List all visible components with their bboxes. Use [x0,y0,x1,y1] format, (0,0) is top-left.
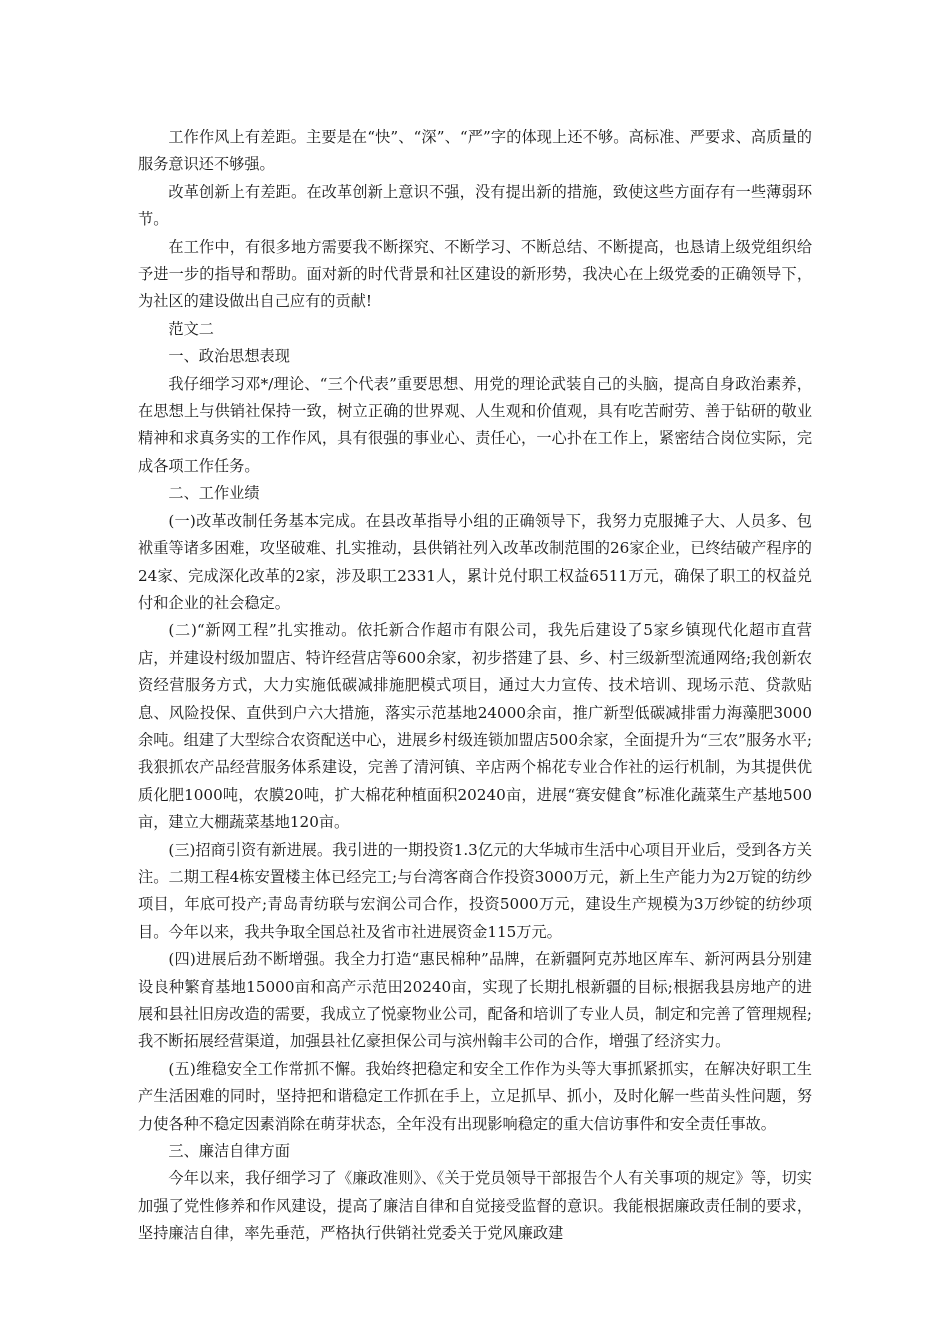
paragraph-achievement-1: (一)改革改制任务基本完成。在县改革指导小组的正确领导下，我努力克服摊子大、人员多、包袱重等诸多困难，攻坚破难、扎实推动，县供销社列入改革改制范围的26家企业，已终结破产程序的24家、完成深化改革的2家，涉及职工2331人，累计兑付职工权益6511万元，确保了职工的权益兑付和企业的社会稳定。 [138,511,812,612]
section-heading-political: 一、政治思想表现 [168,347,290,366]
paragraph-achievement-2: (二)“新网工程”扎实推动。依托新合作超市有限公司，我先后建设了5家乡镇现代化超市直营店，并建设村级加盟店、特许经营店等600余家，初步搭建了县、乡、村三级新型流通网络;我创新农资经营服务方式，大力实施低碳减排施肥模式项目，通过大力宣传、技术培训、现场示范、贷款贴息、风险投保、直供到户六大措施，落实示范基地24000余亩，推广新型低碳减排雷力海藻肥3000余吨。组建了大型综合农资配送中心，进展乡村级连锁加盟店500余家，全面提升为“三农”服务水平;我狠抓农产品经营服务体系建设，完善了清河镇、辛店两个棉花专业合作社的运行机制，为其提供优质化肥1000吨，农膜20吨，扩大棉花种植面积20240亩，进展“赛安健食”标准化蔬菜生产基地500亩，建立大棚蔬菜基地120亩。 [138,621,812,832]
section-heading-integrity: 三、廉洁自律方面 [168,1142,290,1161]
paragraph-reform-innovation: 改革创新上有差距。在改革创新上意识不强，没有提出新的措施，致使这些方面存有一些薄弱环节。 [138,182,812,229]
sample-title: 范文二 [168,319,214,338]
document-body [138,124,812,1248]
paragraph-achievement-5: (五)维稳安全工作常抓不懈。我始终把稳定和安全工作作为头等大事抓紧抓实，在解决好职工生产生活困难的同时，坚持把和谐稳定工作抓在手上，立足抓早、抓小，及时化解一些苗头性问题，努力使各种不稳定因素消除在萌芽状态，全年没有出现影响稳定的重大信访事件和安全责任事故。 [138,1059,812,1133]
section-heading-achievements: 二、工作业绩 [168,484,260,503]
paragraph-achievement-3: (三)招商引资有新进展。我引进的一期投资1.3亿元的大华城市生活中心项目开业后，受到各方关注。二期工程4栋安置楼主体已经完工;与台湾客商合作投资3000万元，新上生产能力为2万锭的纺纱项目，年底可投产;青岛青纺联与宏润公司合作，投资5000万元，建设生产规模为3万纱锭的纺纱项目。今年以来，我共争取全国总社及省市社进展资金115万元。 [138,840,812,941]
paragraph-political-thought: 我仔细学习邓*/理论、“三个代表”重要思想、用党的理论武装自己的头脑，提高自身政治素养，在思想上与供销社保持一致，树立正确的世界观、人生观和价值观，具有吃苦耐劳、善于钻研的敬业精神和求真务实的工作作风，具有很强的事业心、责任心，一心扑在工作上，紧密结合岗位实际，完成各项工作任务。 [138,374,812,475]
paragraph-achievement-4: (四)进展后劲不断增强。我全力打造“惠民棉种”品牌，在新疆阿克苏地区库车、新河两县分别建设良种繁育基地15000亩和高产示范田20240亩，实现了长期扎根新疆的目标;根据我县房地产的进展和县社旧房改造的需要，我成立了悦豪物业公司，配备和培训了专业人员，制定和完善了管理规程;我不断拓展经营渠道，加强县社亿豪担保公司与滨州翰丰公司的合作，增强了经济实力。 [138,950,812,1051]
paragraph-closing-resolve: 在工作中，有很多地方需要我不断探究、不断学习、不断总结、不断提高，也恳请上级党组织给予进一步的指导和帮助。面对新的时代背景和社区建设的新形势，我决心在上级党委的正确领导下，为社区的建设做出自己应有的贡献! [138,237,812,311]
paragraph-integrity: 今年以来，我仔细学习了《廉政准则》、《关于党员领导干部报告个人有关事项的规定》等，切实加强了党性修养和作风建设，提高了廉洁自律和自觉接受监督的意识。我能根据廉政责任制的要求，坚持廉洁自律，率先垂范，严格执行供销社党委关于党风廉政建 [138,1169,812,1243]
paragraph-work-style: 工作作风上有差距。主要是在“快”、“深”、“严”字的体现上还不够。高标准、严要求、高质量的服务意识还不够强。 [138,128,812,174]
